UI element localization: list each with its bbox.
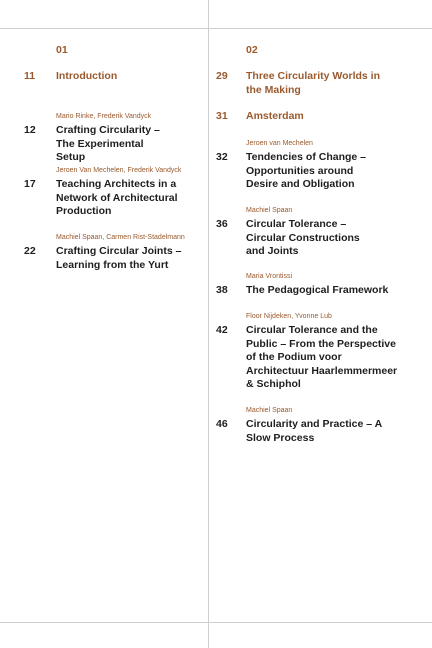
page-number: 36 [216,218,228,230]
page-number: 38 [216,284,228,296]
entry-authors: Maria Vrontissi [246,273,293,280]
entry-title: Circularity and Practice – A Slow Process [246,418,382,444]
entry-title: Crafting Circular Joints – Learning from the Yurt [56,245,182,271]
entry-title: Crafting Circularity – The Experimental Setup [56,124,160,163]
entry-authors: Mario Rinke, Frederik Vandyck [56,113,152,120]
entry-title: Introduction [56,70,118,82]
part-number-01: 01 [56,44,68,56]
entry-title: Amsterdam [246,110,304,122]
entry-authors: Machiel Spaan [246,207,293,214]
entry-authors: Floor Nijdeken, Yvonne Lub [246,313,332,320]
top-rule [0,28,432,29]
part-number-02: 02 [246,44,258,56]
page-number: 32 [216,151,228,163]
entry-title: Circular Tolerance and the Public – From the Perspective of the Podium voor Architectuur Haarlemmermeer & Schiphol [246,324,398,390]
page-number: 31 [216,110,228,122]
entry-authors: Machiel Spaan, Carmen Rist-Stadelmann [56,234,185,241]
entry-title: The Pedagogical Framework [246,284,389,296]
page-number: 17 [24,178,36,190]
page-number: 22 [24,245,36,257]
entry-authors: Jeroen van Mechelen [246,140,313,147]
page-number: 11 [24,70,36,82]
entry-title: Circular Tolerance – Circular Constructions and Joints [246,218,360,257]
page-number: 29 [216,70,228,82]
entry-title: Teaching Architects in a Network of Architectural Production [56,178,178,217]
page-number: 12 [24,124,36,136]
entry-authors: Jeroen Van Mechelen, Frederik Vandyck [56,167,182,174]
entry-title: Tendencies of Change – Opportunities around Desire and Obligation [246,151,366,190]
page-number: 42 [216,324,228,336]
center-divider [208,0,209,648]
bottom-rule [0,622,432,623]
entry-authors: Machiel Spaan [246,407,293,414]
page-number: 46 [216,418,228,430]
entry-title: Three Circularity Worlds in the Making [246,70,381,96]
